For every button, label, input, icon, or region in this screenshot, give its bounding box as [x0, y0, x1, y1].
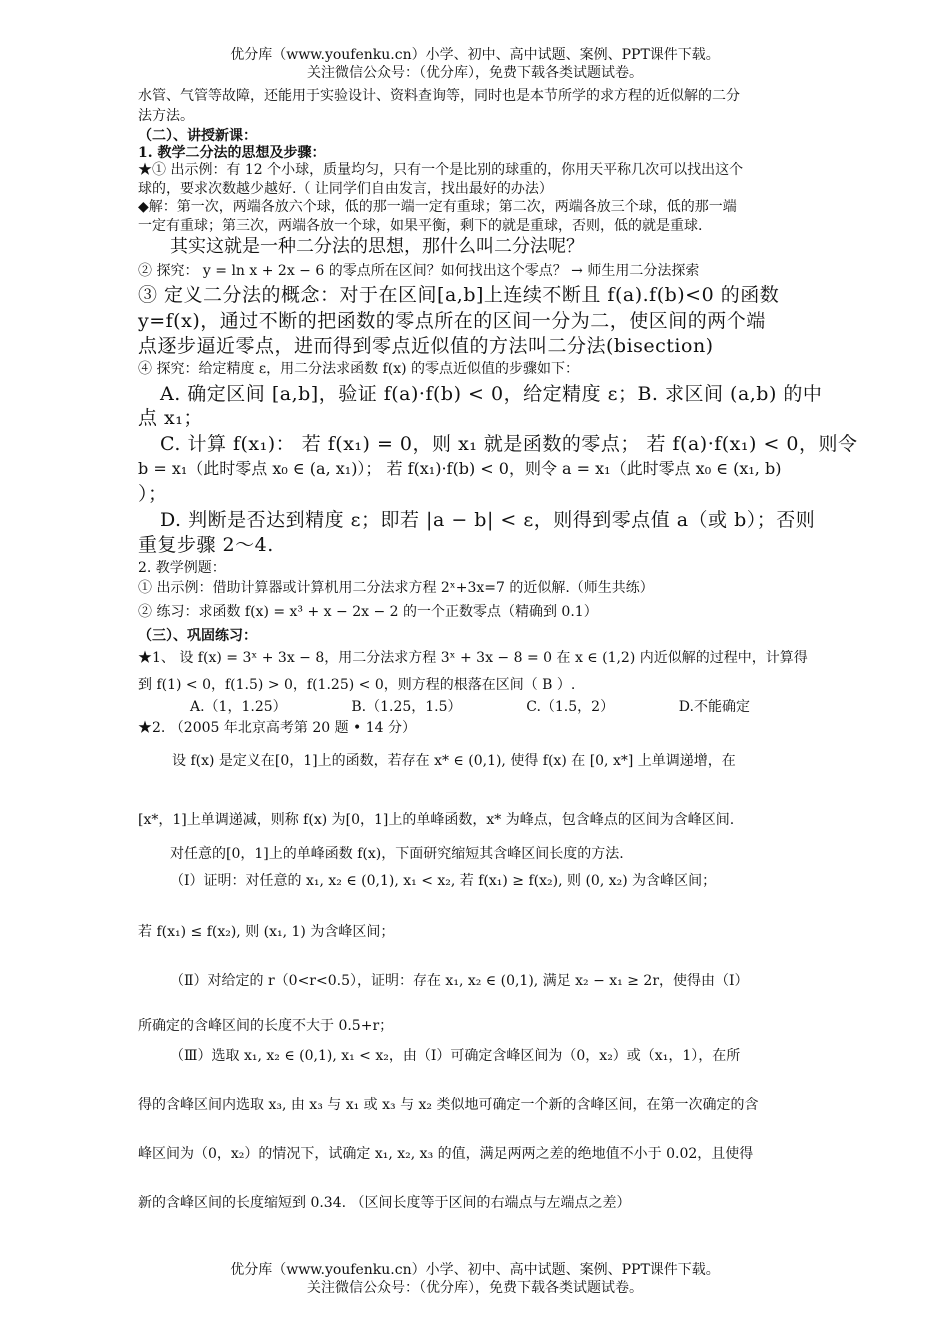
section-2-title: （二）、讲授新课： [138, 128, 257, 144]
section-3-title: （三）、巩固练习： [138, 628, 257, 644]
header-line-1: 优分库（www.youfenku.cn）小学、初中、高中试题、案例、PPT课件下载。 [230, 47, 720, 63]
subsection-2-title: 2. 教学例题： [138, 560, 226, 576]
step-d-line-1: D. 判断是否达到精度 ε；即若 |a − b| < ε，则得到零点值 a（或 b）；否则 [160, 509, 816, 531]
question-2-part-2-line-1: （Ⅱ）对给定的 r（0<r<0.5），证明：存在 x₁, x₂ ∈ (0,1), 满足 x₂ − x₁ ≥ 2r，使得由（Ⅰ） [170, 973, 749, 989]
question-2-part-2-line-2: 所确定的含峰区间的长度不大于 0.5+r； [138, 1018, 394, 1034]
example-2: ① 出示例：借助计算器或计算机用二分法求方程 2ˣ+3x=7 的近似解.（师生共练） [138, 580, 654, 596]
example-1-line-1: ★① 出示例：有 12 个小球，质量均匀，只有一个是比别的球重的，你用天平称几次可以找出这个 [138, 162, 744, 178]
option-b: B.（1.25，1.5） [351, 699, 462, 715]
step-a-line-1: A. 确定区间 [a,b]，验证 f(a)·f(b) < 0，给定精度 ε；B. 求区间 (a,b) 的中 [160, 383, 823, 405]
question-2-title: ★2. （2005 年北京高考第 20 题 • 14 分） [138, 720, 417, 736]
question-1-line-1: ★1、 设 f(x) = 3ˣ + 3x − 8，用二分法求方程 3ˣ + 3x − 8 = 0 在 x ∈ (1,2) 内近似解的过程中，计算得 [138, 650, 808, 666]
step-c-line-1: C. 计算 f(x₁)： 若 f(x₁) = 0，则 x₁ 就是函数的零点； 若 f(a)·f(x₁) < 0，则令 [160, 433, 858, 455]
question-2-line-3: 对任意的[0，1]上的单峰函数 f(x)，下面研究缩短其含峰区间长度的方法. [170, 846, 624, 862]
question-2-part-3-line-4: 新的含峰区间的长度缩短到 0.34. （区间长度等于区间的右端点与左端点之差） [138, 1195, 631, 1211]
question-2-line-2: [x*，1]上单调递减，则称 f(x) 为[0，1]上的单峰函数，x* 为峰点，包含峰点的区间为含峰区间. [138, 812, 735, 828]
subsection-1-title: 1. 教学二分法的思想及步骤： [138, 145, 326, 161]
question-1-line-2: 到 f(1) < 0，f(1.5) > 0，f(1.25) < 0，则方程的根落在区间（ B ）. [138, 677, 576, 693]
question-2-part-3-line-3: 峰区间为（0，x₂）的情况下，试确定 x₁, x₂, x₃ 的值，满足两两之差的绝地值不小于 0.02，且使得 [138, 1146, 754, 1162]
solution-line-1: ◆解：第一次，两端各放六个球，低的那一端一定有重球；第二次，两端各放三个球，低的那一端 [138, 199, 737, 215]
definition-line-1: ③ 定义二分法的概念：对于在区间[a,b]上连续不断且 f(a).f(b)<0 的函数 [138, 284, 780, 306]
option-d: D.不能确定 [678, 699, 750, 715]
question-2-part-1-line-2: 若 f(x₁) ≤ f(x₂), 则 (x₁, 1) 为含峰区间； [138, 924, 395, 940]
step-d-line-2: 重复步骤 2～4. [138, 534, 274, 556]
explore-1: ② 探究： y = ln x + 2x − 6 的零点所在区间？如何找出这个零点？ → 师生用二分法探索 [138, 263, 700, 279]
footer-line-1: 优分库（www.youfenku.cn）小学、初中、高中试题、案例、PPT课件下载。 [230, 1262, 720, 1278]
question-2-part-3-line-1: （Ⅲ）选取 x₁, x₂ ∈ (0,1), x₁ < x₂，由（Ⅰ）可确定含峰区间为（0，x₂）或（x₁，1），在所 [170, 1048, 741, 1064]
question-2-part-3-line-2: 得的含峰区间内选取 x₃, 由 x₃ 与 x₁ 或 x₃ 与 x₂ 类似地可确定一个新的含峰区间，在第一次确定的含 [138, 1097, 759, 1113]
step-a-line-2: 点 x₁； [138, 407, 203, 429]
intro-line-2: 法方法。 [138, 108, 194, 124]
solution-line-2: 一定有重球；第三次，两端各放一个球，如果平衡，剩下的就是重球，否则，低的就是重球. [138, 218, 703, 234]
example-1-line-2: 球的，要求次数越少越好.（ 让同学们自由发言，找出最好的办法） [138, 181, 553, 197]
step-c-line-3: ）； [138, 483, 168, 505]
big-question: 其实这就是一种二分法的思想，那什么叫二分法呢？ [170, 236, 584, 257]
option-a: A.（1，1.25） [190, 699, 287, 715]
footer-line-2: 关注微信公众号：（优分库），免费下载各类试题试卷。 [307, 1280, 643, 1296]
option-c: C.（1.5，2） [526, 699, 615, 715]
definition-line-2: y=f(x)，通过不断的把函数的零点所在的区间一分为二，使区间的两个端 [138, 310, 766, 332]
intro-line-1: 水管、气管等故障，还能用于实验设计、资料查询等，同时也是本节所学的求方程的近似解的二分 [138, 88, 740, 104]
practice: ② 练习：求函数 f(x) = x³ + x − 2x − 2 的一个正数零点（精确到 0.1） [138, 604, 598, 620]
header-line-2: 关注微信公众号：（优分库），免费下载各类试题试卷。 [307, 65, 643, 81]
question-2-line-1: 设 f(x) 是定义在[0，1]上的函数，若存在 x* ∈ (0,1), 使得 f(x) 在 [0, x*] 上单调递增，在 [172, 753, 736, 769]
definition-line-3: 点逐步逼近零点，进而得到零点近似值的方法叫二分法(bisection) [138, 335, 714, 357]
question-1-options [190, 697, 750, 717]
question-2-part-1-line-1: （Ⅰ）证明：对任意的 x₁, x₂ ∈ (0,1), x₁ < x₂, 若 f(x₁) ≥ f(x₂), 则 (0, x₂) 为含峰区间； [170, 873, 717, 889]
explore-2: ④ 探究：给定精度 ε，用二分法求函数 f(x) 的零点近似值的步骤如下： [138, 361, 580, 377]
step-c-line-2: b = x₁（此时零点 x₀ ∈ (a, x₁)）； 若 f(x₁)·f(b) < 0，则令 a = x₁（此时零点 x₀ ∈ (x₁, b) [138, 459, 782, 478]
